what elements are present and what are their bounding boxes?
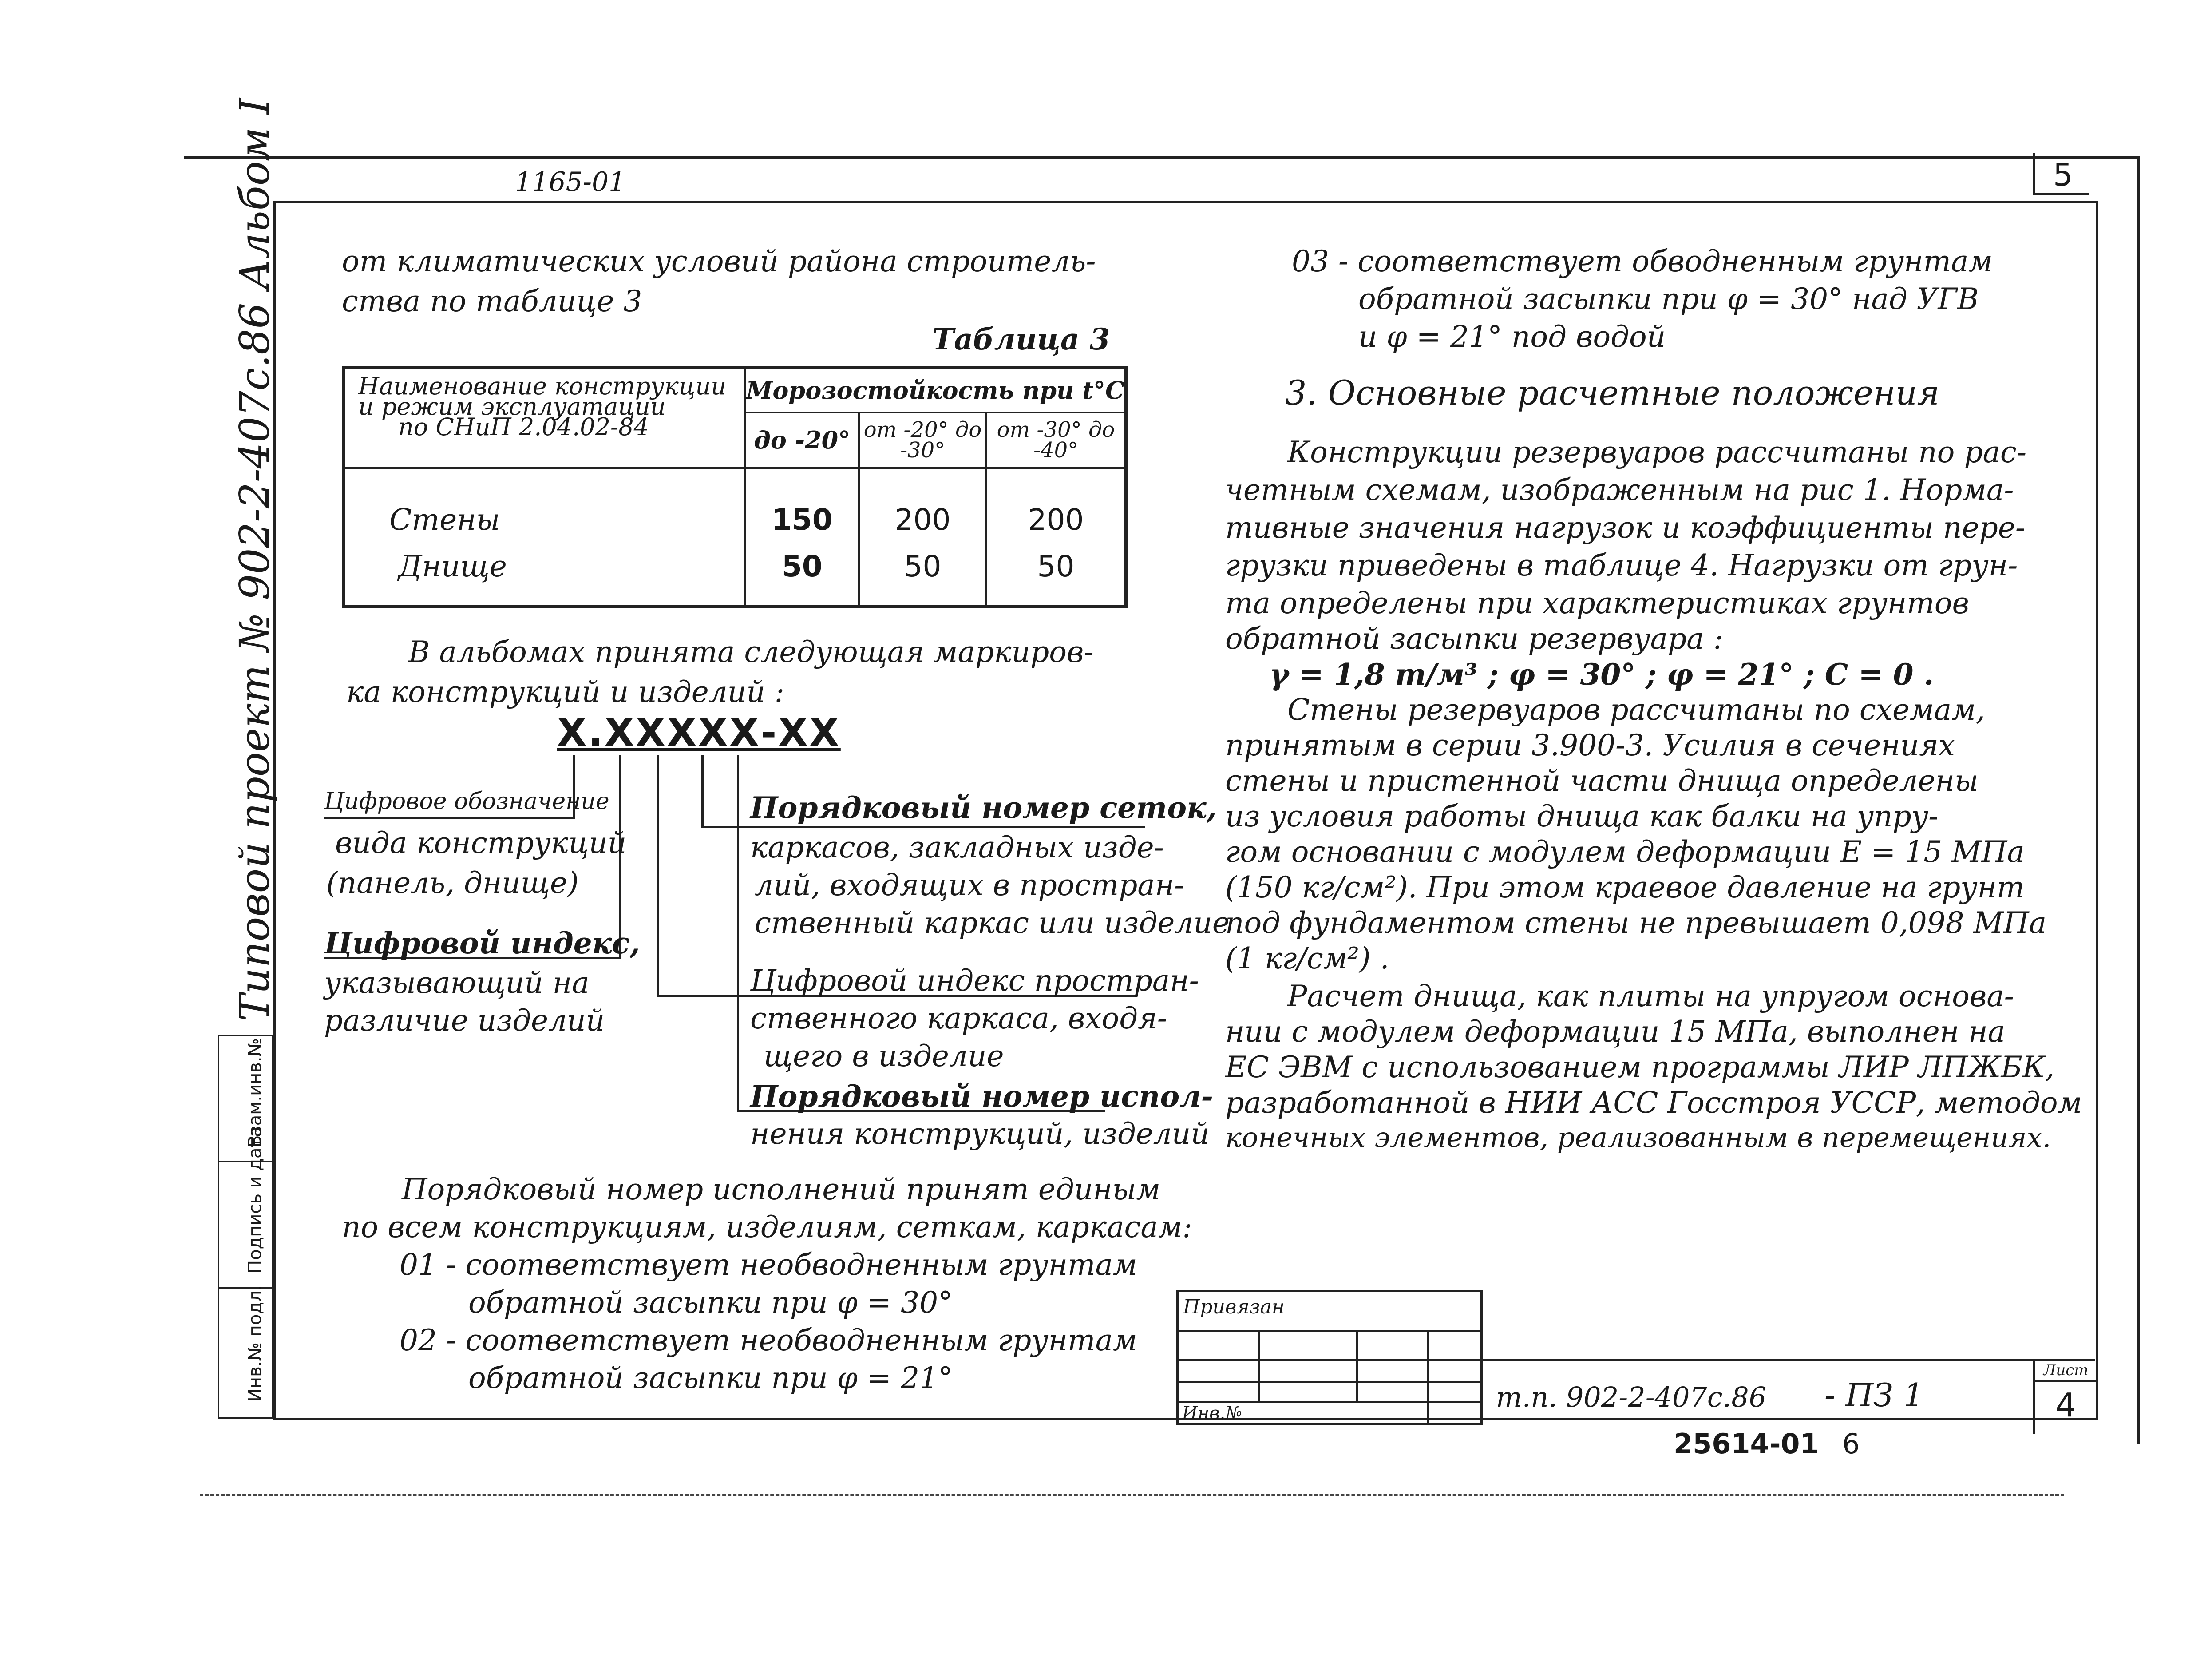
side-cell-label: Взам.инв.№ [245,1038,265,1147]
label-right: Порядковый номер испол- [750,1079,1213,1114]
label-right: ственного каркаса, входя- [750,1001,1167,1035]
col-header: от -30° до -40° [986,413,1126,468]
para-line: Стены резервуаров рассчитаны по схемам, [1287,693,1985,727]
exec-item: обратной засыпки при φ = 21° [468,1361,953,1395]
para-line: нии с модулем деформации 15 МПа, выполнен на [1225,1015,2006,1049]
para-line: принятым в серии 3.900-3. Усилия в сечениях [1225,728,1955,762]
label-left: (панель, днище) [326,866,579,900]
exec-intro: Порядковый номер исполнений принят единым [402,1172,1161,1206]
para-line: грузки приведены в таблице 4. Нагрузки от грун- [1225,548,2018,583]
exec-item: 01 - соответствует необводненным грунтам [400,1248,1137,1282]
stamp-inv: Инв.№ [1182,1403,1243,1424]
side-cell-label: Подпись и дата [245,1126,265,1273]
leader-line [701,826,1145,828]
leader-line [657,995,746,997]
marking-text: ка конструкций и изделий : [346,675,785,709]
label-left: Цифровой индекс, [324,926,640,960]
label-right: каркасов, закладных изде- [750,830,1164,865]
side-cell [219,1285,272,1415]
formula: γ = 1,8 т/м³ ; φ = 30° ; φ = 21° ; C = 0 . [1270,657,1934,692]
sheet-no: 4 [2055,1386,2077,1424]
para-line: Расчет днища, как плиты на упругом основа- [1287,979,2014,1013]
label-left: вида конструкций [335,826,627,860]
label-left: Цифровое обозначение [324,788,609,815]
para-line: обратной засыпки резервуара : [1225,622,1723,656]
marking-text: В альбомах принята следующая маркиров- [408,635,1094,669]
trim-line [200,1494,2064,1496]
table-header-name: Наименование конструкции и режим эксплуатации по СНиП 2.04.02-84 [344,368,745,468]
bottom-code: 25614-01 [1674,1428,1819,1460]
para-line: (1 кг/см²) . [1225,941,1389,976]
para-line: ЕС ЭВМ с использованием программы ЛИР ЛПЖБК, [1225,1050,2055,1084]
doc-code: 1165-01 [515,167,626,198]
side-cell [219,1126,272,1289]
side-strip [218,1035,273,1419]
label-right: Порядковый номер сеток, [750,790,1217,825]
item-03: обратной засыпки при φ = 30° над УГВ [1358,282,1979,316]
row-name: Стены [389,502,500,537]
table-header-frost: Морозостойкость при t°C [745,368,1126,413]
exec-intro: по всем конструкциям, изделиям, сеткам, каркасам: [342,1210,1192,1244]
label-right: щего в изделие [764,1039,1004,1073]
exec-item: 02 - соответствует необводненным грунтам [400,1323,1137,1357]
item-03: 03 - соответствует обводненным грунтам [1292,244,1993,278]
para-line: разработанной в НИИ АСС Госстроя УССР, методом [1225,1086,2082,1120]
para-line: тивные значения нагрузок и коэффициенты пере- [1225,511,2026,545]
para-line: четным схемам, изображенным на рис 1. Норма- [1225,473,2014,507]
stamp-doc-ref: т.п. 902-2-407с.86 [1496,1381,1767,1413]
side-title: Типовой проект № 902-2-407с.86 Альбом I [231,98,278,1021]
label-left: различие изделий [324,1004,605,1038]
sheet-box [2033,1359,2097,1434]
para-line: (150 кг/см²). При этом краевое давление на грунт [1225,870,2025,904]
sheet-number-box [2033,153,2089,195]
binding-stamp [1176,1290,1483,1425]
label-right: ственный каркас или изделие [755,906,1230,940]
table-cell: 150 50 [745,468,859,607]
para-line: из условия работы днища как балки на упру- [1225,799,1939,833]
label-right: Цифровой индекс простран- [750,964,1199,998]
col-header: от -20° до -30° [859,413,986,468]
table-3 [342,366,1128,608]
table-caption: Таблица 3 [932,322,1110,357]
label-right: нения конструкций, изделий [750,1117,1210,1151]
marking-code: Х.ХХХХХ-ХХ [557,710,841,755]
item-03: и φ = 21° под водой [1358,320,1666,354]
table-cell: 200 50 [986,468,1126,607]
stamp-section: - ПЗ 1 [1824,1376,1924,1414]
para-line: та определены при характеристиках грунтов [1225,586,1969,620]
label-left: указывающий на [324,966,590,1000]
para-line: стены и пристенной части днища определены [1225,764,1979,798]
row-name: Днище [398,549,507,583]
sheet-number: 5 [2053,157,2073,193]
para-line: Конструкции резервуаров рассчитаны по рас- [1287,435,2027,469]
table-cell: 200 50 [859,468,986,607]
intro-line: от климатических условий района строитель- [342,244,1096,278]
exec-item: обратной засыпки при φ = 30° [468,1285,953,1320]
stamp-line [1478,1359,2095,1361]
label-right: лий, входящих в простран- [755,868,1184,902]
para-line: под фундаментом стены не превышает 0,098 МПа [1225,906,2047,940]
bottom-num: 6 [1842,1428,1860,1460]
section-title: 3. Основные расчетные положения [1285,373,1940,413]
leader-line [657,755,659,995]
sheet-label: Лист [2043,1361,2089,1379]
col-header: до -20° [745,413,859,468]
leader-line [701,755,704,826]
leader-line [737,755,739,1110]
table-row-names [344,468,745,607]
para-line: конечных элементов, реализованным в перемещениях. [1225,1121,2051,1154]
para-line: гом основании с модулем деформации E = 15 МПа [1225,835,2025,869]
stamp-privyazan: Привязан [1183,1296,1285,1318]
side-cell-label: Инв.№ подл. [245,1285,265,1402]
leader-line [324,817,575,819]
intro-line: ства по таблице 3 [342,284,642,318]
